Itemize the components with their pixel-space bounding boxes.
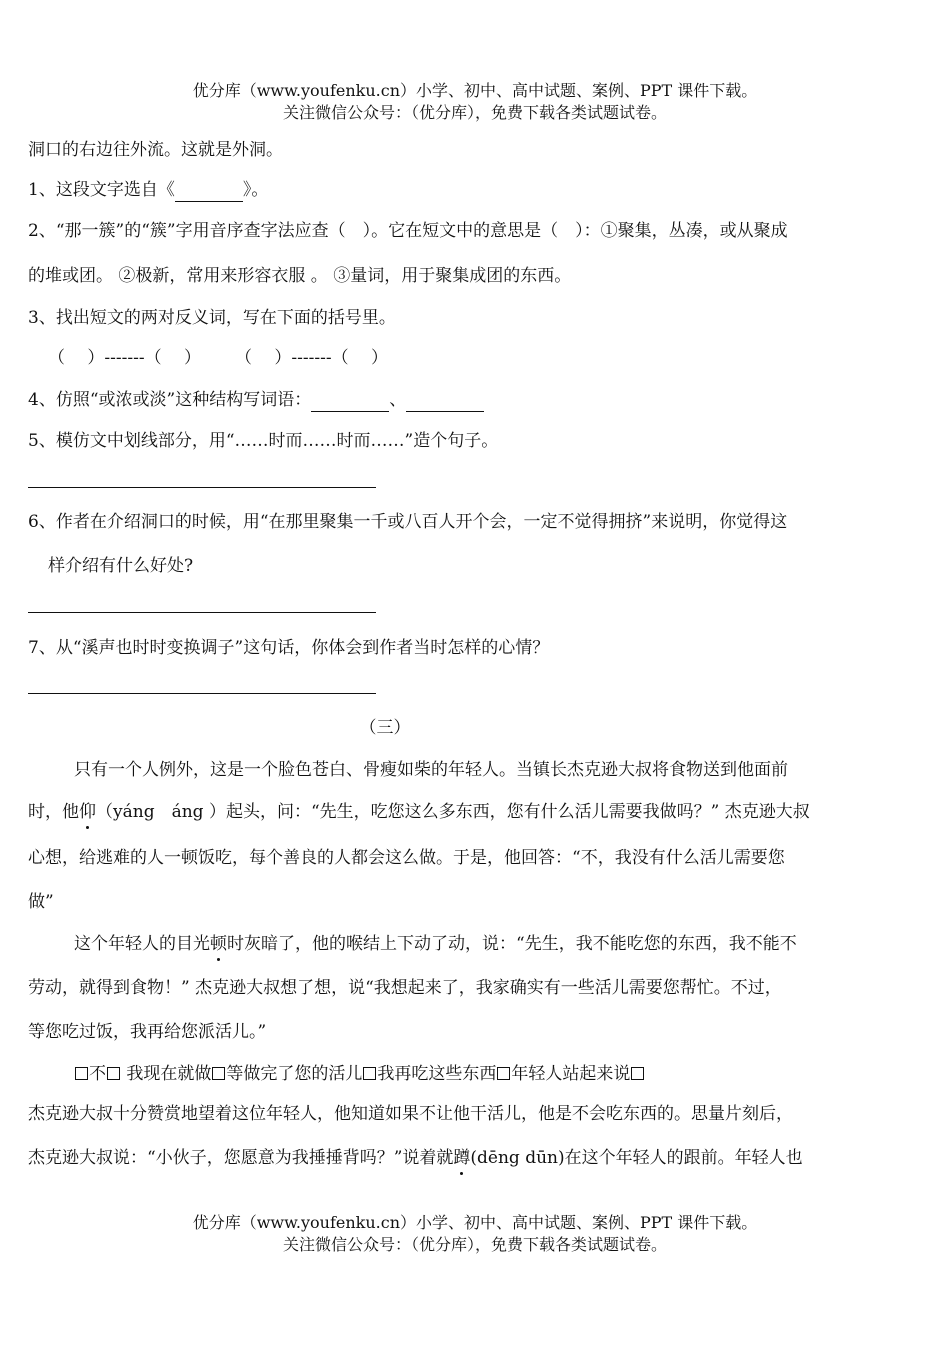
- q4-text: 4、仿照“或浓或淡”这种结构写词语：: [28, 390, 312, 410]
- passage-end: 洞口的右边往外流。这就是外洞。: [28, 140, 283, 160]
- punct-box-5[interactable]: [497, 1067, 510, 1080]
- q4-answer-blank-2[interactable]: [406, 393, 484, 412]
- dotted-char-dun2: 蹲: [453, 1148, 471, 1168]
- page-footer-line2: 关注微信公众号：（优分库），免费下载各类试题试卷。: [282, 1235, 667, 1254]
- story-p1-line4: 做”: [28, 892, 54, 912]
- question-5: 5、模仿文中划线部分，用“……时而……时而……”造个句子。: [28, 431, 499, 451]
- punct-box-1[interactable]: [75, 1067, 88, 1080]
- story-p1-line2-pre: 时，他: [28, 802, 79, 822]
- page-footer-line1: 优分库（www.youfenku.cn）小学、初中、高中试题、案例、PPT 课件下载。: [192, 1213, 758, 1232]
- question-2-line2: 的堆或团。 ②极新，常用来形容衣服 。 ③量词，用于聚集成团的东西。: [28, 266, 572, 286]
- q7-answer-line[interactable]: [28, 693, 376, 694]
- q1-answer-blank[interactable]: [175, 183, 243, 202]
- question-4: [28, 388, 928, 412]
- punct-box-3[interactable]: [212, 1067, 225, 1080]
- q4-answer-blank-1[interactable]: [311, 393, 389, 412]
- question-6-line1: 6、作者在介绍洞口的时候，用“在那里聚集一千或八百人开个会，一定不觉得拥挤”来说明，你觉得这: [28, 512, 788, 532]
- page-header-line2: 关注微信公众号：（优分库），免费下载各类试题试卷。: [282, 103, 667, 122]
- punctuation-exercise: [74, 1062, 950, 1086]
- punct-text-5: 年轻人站起来说: [511, 1064, 631, 1084]
- question-3-brackets: （ ）-------（ ） （ ）-------（ ）: [48, 348, 389, 368]
- story-p4-line2-pre: 杰克逊大叔说：“小伙子，您愿意为我捶捶背吗？”说着就: [28, 1148, 454, 1168]
- question-6-line2: 样介绍有什么好处?: [48, 556, 194, 576]
- story-p4-line1: 杰克逊大叔十分赞赏地望着这位年轻人，他知道如果不让他干活儿，他是不会吃东西的。思量片刻后，: [28, 1104, 793, 1124]
- story-p2-line3: 等您吃过饭，我再给您派活儿。”: [28, 1022, 267, 1042]
- dotted-char-dun: 顿: [210, 934, 227, 954]
- story-p2-line1: [74, 932, 950, 956]
- story-p1-line1: 只有一个人例外，这是一个脸色苍白、骨瘦如柴的年轻人。当镇长杰克逊大叔将食物送到他面前: [74, 760, 788, 780]
- section-title: （三）: [359, 718, 411, 738]
- question-7: 7、从“溪声也时时变换调子”这句话，你体会到作者当时怎样的心情？: [28, 638, 550, 658]
- story-p4-line2-post: (dēng dūn)在这个年轻人的跟前。年轻人也: [470, 1148, 803, 1168]
- question-2-line1: 2、“那一簇”的“簇”字用音序查字法应查（ ）。它在短文中的意思是（ ）：①聚集，丛凑，或从聚成: [28, 221, 788, 241]
- story-p2-line2: 劳动，就得到食物！” 杰克逊大叔想了想，说“我想起来了，我家确实有一些活儿需要您帮忙。不过，: [28, 978, 782, 998]
- punct-text-4: 我再吃这些东西: [377, 1064, 497, 1084]
- dotted-char-yang: 仰: [79, 802, 96, 822]
- q1-text-after: 》。: [242, 180, 269, 200]
- punct-text-2: 我现在就做: [121, 1064, 212, 1084]
- story-p1-line2-post: （yáng áng ）起头，问：“先生，吃您这么多东西，您有什么活儿需要我做吗？” 杰克逊大叔: [96, 802, 810, 822]
- q4-separator: 、: [389, 390, 407, 410]
- punct-box-2[interactable]: [107, 1067, 120, 1080]
- punct-text-3: 等做完了您的活儿: [226, 1064, 363, 1084]
- story-p4-line2: [28, 1146, 928, 1170]
- story-p2-line1-post: 时灰暗了，他的喉结上下动了动，说：“先生，我不能吃您的东西，我不能不: [227, 934, 797, 954]
- punct-box-6[interactable]: [631, 1067, 644, 1080]
- story-p2-line1-pre: 这个年轻人的目光: [74, 934, 210, 954]
- story-p1-line3: 心想，给逃难的人一顿饭吃，每个善良的人都会这么做。于是，他回答：“不，我没有什么活儿需要您: [28, 848, 785, 868]
- punct-box-4[interactable]: [363, 1067, 376, 1080]
- q5-answer-line[interactable]: [28, 487, 376, 488]
- story-p1-line2: [28, 800, 928, 824]
- question-3-line1: 3、找出短文的两对反义词，写在下面的括号里。: [28, 308, 396, 328]
- q1-text-before: 1、这段文字选自《: [28, 180, 175, 200]
- page-header-line1: 优分库（www.youfenku.cn）小学、初中、高中试题、案例、PPT 课件下载。: [192, 81, 758, 100]
- q6-answer-line[interactable]: [28, 612, 376, 613]
- punct-text-1: 不: [89, 1064, 106, 1084]
- question-1: [28, 178, 928, 202]
